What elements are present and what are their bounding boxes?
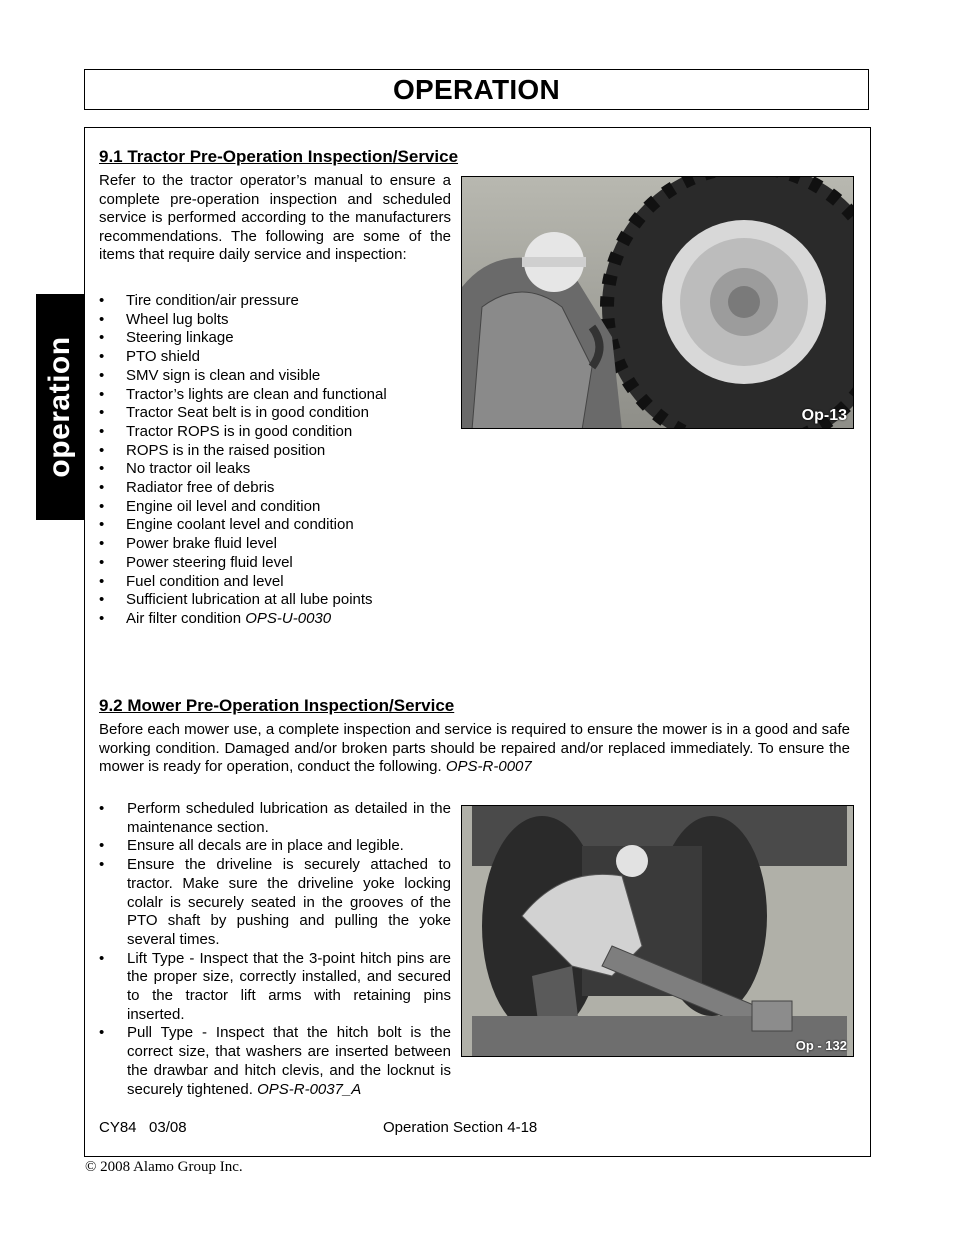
list-item (99, 386, 439, 405)
footer-section: Operation Section 4-18 (383, 1119, 538, 1136)
list-item (99, 404, 439, 423)
section-9-2-intro (99, 721, 850, 777)
list-item (99, 292, 439, 311)
list-item (99, 367, 439, 386)
list-item (99, 535, 439, 554)
list-item (99, 837, 451, 856)
list-item-text: No tractor oil leaks (126, 460, 251, 478)
list-item (99, 516, 439, 535)
list-item-text: Tire condition/air pressure (126, 292, 299, 309)
bullet-marker: • (99, 348, 105, 366)
list-item-text: Fuel condition and level (126, 572, 284, 590)
bullet-marker: • (99, 609, 105, 627)
bullet-marker: • (99, 516, 105, 534)
section-9-1-heading: 9.1 Tractor Pre-Operation Inspection/Service (99, 147, 459, 166)
list-item (99, 423, 439, 442)
copyright-notice: © 2008 Alamo Group Inc. (85, 1159, 243, 1175)
footer-model-date: CY84 03/08 (99, 1119, 187, 1136)
list-item-text: Sufficient lubrication at all lube points (126, 591, 373, 609)
bullet-marker: • (99, 591, 105, 609)
mower-hitch-photo (461, 805, 854, 1057)
list-item (99, 460, 439, 479)
list-item-text: PTO shield (126, 348, 200, 366)
list-item (99, 591, 439, 610)
bullet-marker: • (99, 310, 105, 328)
list-item-text: Air filter condition (126, 609, 242, 627)
list-item-text: Tractor ROPS is in good condition (126, 422, 353, 440)
section-9-2-intro-ref: OPS-R-0007 (445, 758, 532, 776)
side-tab-label: operation (43, 336, 76, 478)
list-item (99, 311, 439, 330)
item-reference-code: OPS-R-0037_A (257, 1080, 362, 1098)
list-item (99, 498, 439, 517)
list-item-text: Engine oil level and condition (126, 497, 321, 515)
list-item-text: Ensure the driveline is securely attached to tractor. Make sure the driveline yoke locking colalr is securely seated in the grooves of the PTO shaft by pushing and pulling the yoke several times. (127, 856, 451, 948)
bullet-marker: • (99, 572, 105, 590)
bullet-marker: • (99, 422, 105, 440)
list-item (99, 442, 439, 461)
photo-label-op-132: Op - 132 (795, 1038, 847, 1053)
list-item (99, 348, 439, 367)
list-item (99, 610, 439, 629)
bullet-marker: • (99, 800, 105, 817)
bullet-marker: • (99, 385, 105, 403)
list-item (99, 479, 439, 498)
bullet-marker: • (99, 479, 105, 497)
bullet-marker: • (99, 366, 105, 384)
section-9-1-intro: Refer to the tractor operator’s manual to ensure a complete pre-operation inspection and scheduled service is performed according to the manufacturers recommendations. The following are some of the items that require daily service and inspection: (99, 172, 451, 264)
section-9-2-heading: 9.2 Mower Pre-Operation Inspection/Service (99, 696, 455, 715)
tractor-checklist (99, 292, 439, 629)
bullet-marker: • (99, 837, 105, 855)
list-item-text: Lift Type - Inspect that the 3-point hitch pins are the proper size, correctly installed, and secured to the tractor lift arms with retaining pins inserted. (127, 949, 451, 1023)
list-item-text: Power brake fluid level (126, 535, 277, 553)
list-item-text: Wheel lug bolts (126, 310, 229, 328)
list-item (99, 856, 451, 950)
list-item-text: Pull Type - Inspect that the hitch bolt is the correct size, that washers are inserted between the drawbar and hitch clevis, and the locknut is securely tightened. (127, 1024, 451, 1098)
bullet-marker: • (99, 856, 105, 874)
list-item-text: SMV sign is clean and visible (126, 366, 321, 384)
item-reference-code: OPS-U-0030 (245, 609, 332, 627)
list-item (99, 800, 451, 837)
list-item (99, 329, 439, 348)
bullet-marker: • (99, 460, 105, 478)
list-item (99, 573, 439, 592)
bullet-marker: • (99, 949, 105, 967)
list-item (99, 1024, 451, 1099)
list-item-text: Perform scheduled lubrication as detailed in the maintenance section. (127, 800, 451, 836)
bullet-marker: • (99, 535, 105, 553)
list-item-text: Engine coolant level and condition (126, 516, 354, 534)
mower-checklist (99, 800, 451, 1099)
bullet-marker: • (99, 441, 105, 459)
bullet-marker: • (99, 1024, 105, 1042)
list-item (99, 554, 439, 573)
list-item (99, 950, 451, 1025)
side-tab (36, 294, 84, 520)
list-item-text: Power steering fluid level (126, 553, 293, 571)
bullet-marker: • (99, 292, 105, 309)
list-item-text: Ensure all decals are in place and legible. (127, 837, 404, 855)
bullet-marker: • (99, 329, 105, 347)
section-9-2-intro-text: Before each mower use, a complete inspection and service is required to ensure the mower is in a good and safe working condition. Damaged and/or broken parts should be repaired and/or replaced immediately. To ensure the mower is ready for operation, conduct the following. (99, 721, 850, 776)
mower-hitch-illustration (462, 806, 854, 1057)
list-item-text: ROPS is in the raised position (126, 441, 326, 459)
list-item-text: Steering linkage (126, 329, 234, 347)
bullet-marker: • (99, 497, 105, 515)
photo-label-op-13: Op-13 (801, 407, 847, 424)
tractor-tire-illustration (462, 177, 854, 429)
list-item-text: Tractor’s lights are clean and functional (126, 385, 387, 403)
list-item-text: Tractor Seat belt is in good condition (126, 404, 369, 422)
list-item-text: Radiator free of debris (126, 479, 275, 497)
page-title: OPERATION (392, 73, 561, 105)
page-header (84, 69, 869, 110)
tractor-tire-photo (461, 176, 854, 429)
bullet-marker: • (99, 553, 105, 571)
bullet-marker: • (99, 404, 105, 422)
